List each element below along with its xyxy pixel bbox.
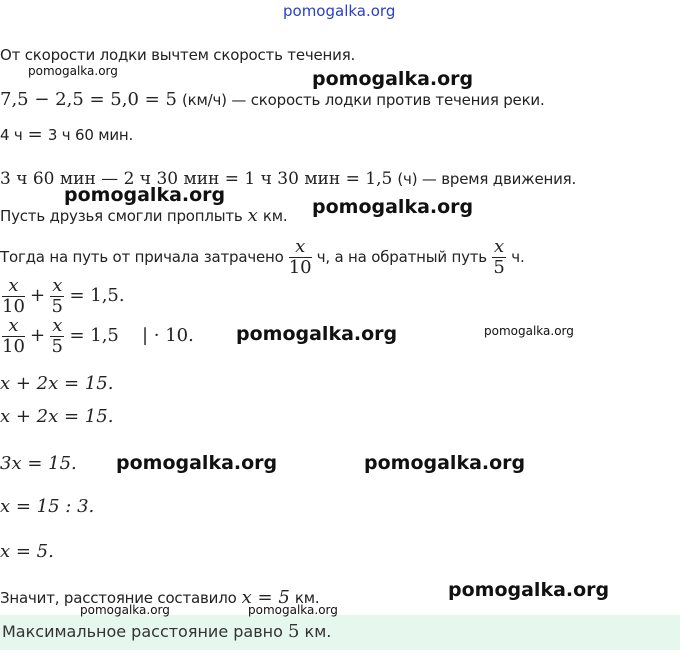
equation-3: x + 2x = 15.	[0, 373, 114, 394]
fraction-denominator: 10	[2, 336, 25, 357]
text-span: км.	[294, 589, 320, 607]
fraction-numerator: x	[52, 315, 63, 336]
watermark: pomogalka.org	[312, 196, 474, 218]
fraction-x-over-10	[2, 276, 25, 317]
watermark: pomogalka.org	[236, 323, 398, 345]
answer-text: Максимальное расстояние равно	[2, 622, 283, 641]
watermark: pomogalka.org	[312, 68, 474, 90]
fraction-denominator: 10	[288, 257, 312, 278]
math-expression: = 1,5.	[69, 285, 125, 306]
fraction-numerator: x	[52, 275, 63, 296]
fraction-x-over-10	[2, 316, 25, 357]
equation-4: x + 2x = 15.	[0, 406, 114, 427]
text-line-1: От скорости лодки вычтем скорость течения.	[0, 46, 356, 64]
equation-5: 3x = 15.	[0, 453, 77, 474]
fraction-x-over-10	[289, 237, 312, 278]
text-line-5	[0, 205, 287, 226]
text-span: км.	[262, 207, 288, 225]
top-watermark: pomogalka.org	[283, 2, 396, 20]
watermark: pomogalka.org	[80, 603, 170, 617]
math-expression: =	[27, 124, 43, 145]
text-span: 3 ч 60 мин.	[47, 126, 134, 144]
math-operator: +	[30, 325, 46, 346]
watermark: pomogalka.org	[364, 452, 526, 474]
text-span: 4 ч	[0, 126, 23, 144]
fraction-x-over-5	[50, 316, 64, 357]
math-expression: 3 ч 60 мин — 2 ч 30 мин = 1 ч 30 мин = 1,5	[0, 169, 393, 189]
text-span: Значит, расстояние составило	[0, 589, 237, 607]
watermark: pomogalka.org	[448, 579, 610, 601]
fraction-x-over-5	[492, 237, 506, 278]
text-span: (км/ч) — скорость лодки против течения реки.	[182, 91, 545, 109]
watermark: pomogalka.org	[248, 603, 338, 617]
equation-2	[2, 316, 194, 357]
math-variable: x	[247, 205, 258, 226]
text-span: Пусть друзья смогли проплыть	[0, 207, 243, 225]
fraction-numerator: x	[2, 316, 25, 337]
equation-1	[2, 276, 125, 317]
text-span: ч.	[511, 248, 525, 266]
watermark: pomogalka.org	[28, 64, 118, 78]
fraction-denominator: 5	[51, 296, 63, 317]
math-multiplier: | · 10.	[141, 325, 194, 346]
text-line-6	[0, 237, 525, 278]
text-span: Тогда на путь от причала затрачено	[0, 248, 284, 266]
text-span: ч, а на обратный путь	[316, 248, 487, 266]
answer-unit: км.	[304, 622, 332, 641]
watermark: pomogalka.org	[64, 184, 226, 206]
answer-number: 5	[288, 621, 300, 642]
fraction-denominator: 5	[51, 336, 63, 357]
fraction-x-over-5	[50, 276, 64, 317]
watermark: pomogalka.org	[116, 452, 278, 474]
fraction-numerator: x	[494, 236, 505, 257]
fraction-denominator: 5	[493, 257, 505, 278]
text-line-2	[0, 89, 545, 110]
answer-box	[0, 615, 680, 650]
math-expression: x = 5	[241, 587, 290, 608]
equation-6: x = 15 : 3.	[0, 496, 95, 517]
watermark: pomogalka.org	[484, 324, 574, 338]
text-line-3	[0, 124, 133, 145]
math-expression: = 1,5	[69, 325, 119, 346]
math-operator: +	[30, 285, 46, 306]
text-span: (ч) — время движения.	[397, 170, 577, 188]
fraction-numerator: x	[2, 276, 25, 297]
fraction-numerator: x	[289, 237, 312, 258]
equation-7: x = 5.	[0, 541, 54, 562]
math-expression: 7,5 − 2,5 = 5,0 = 5	[0, 89, 177, 110]
fraction-denominator: 10	[2, 296, 25, 317]
